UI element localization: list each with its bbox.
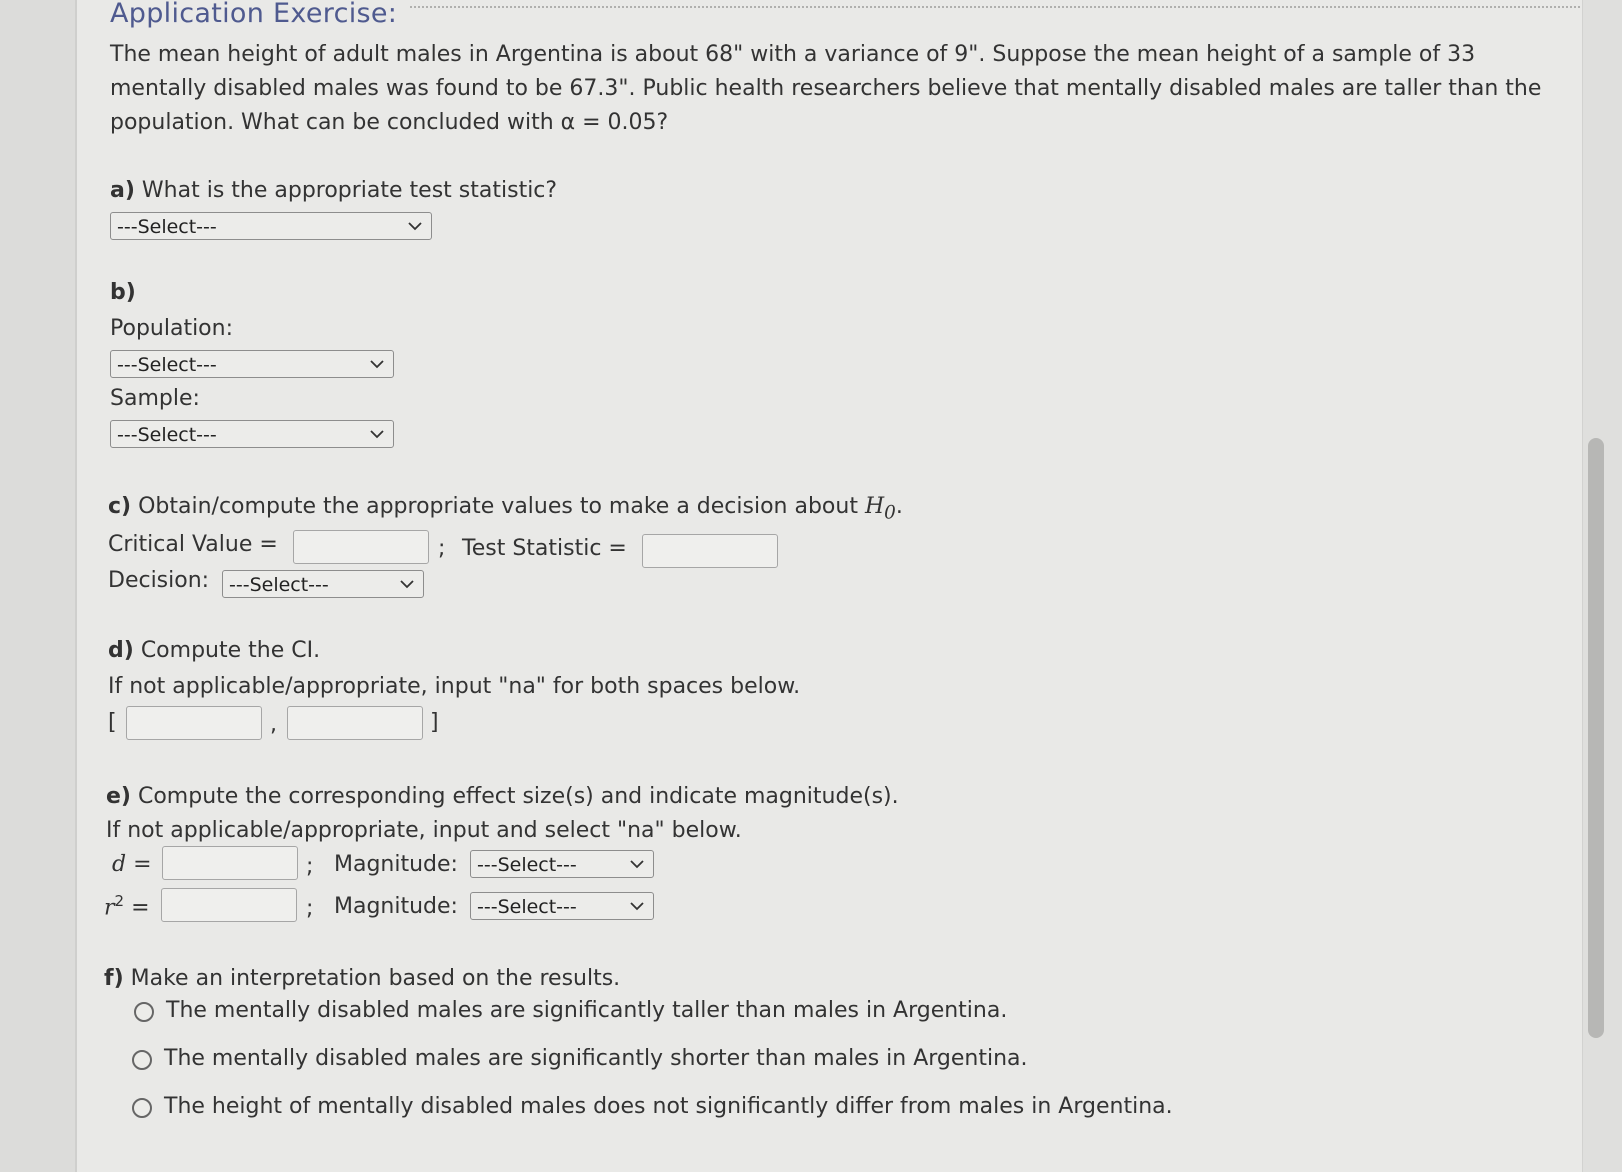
- interpretation-option-taller[interactable]: The mentally disabled males are significantly taller than males in Argentina.: [166, 998, 1008, 1023]
- d-magnitude-select-value: ---Select---: [477, 854, 577, 876]
- question-e-label: e): [106, 784, 131, 809]
- d-input[interactable]: [162, 846, 298, 880]
- ci-open-bracket: [: [108, 710, 117, 735]
- separator: ;: [438, 536, 446, 561]
- separator: ;: [306, 896, 314, 921]
- sample-select[interactable]: [110, 420, 394, 448]
- population-label: Population:: [110, 316, 233, 341]
- separator: ;: [306, 854, 314, 879]
- question-a: [110, 178, 557, 203]
- test-statistic-input[interactable]: [642, 534, 778, 568]
- test-statistic-label: Test Statistic =: [462, 536, 627, 561]
- r2-magnitude-label: Magnitude:: [334, 894, 458, 919]
- population-select[interactable]: [110, 350, 394, 378]
- question-d-label: d): [108, 638, 134, 663]
- question-c-label: c): [108, 494, 132, 519]
- ci-instruction: If not applicable/appropriate, input "na" for both spaces below.: [108, 674, 801, 699]
- question-a-label: a): [110, 178, 135, 203]
- sample-label: Sample:: [110, 386, 200, 411]
- decision-select[interactable]: [222, 570, 424, 598]
- question-c: c) Obtain/compute the appropriate values to make a decision about $H_0$.: [108, 494, 903, 524]
- question-d-text: Compute the CI.: [140, 638, 321, 663]
- ci-comma: ,: [270, 712, 277, 737]
- question-d: [108, 638, 320, 663]
- question-f-text: Make an interpretation based on the results.: [130, 966, 621, 991]
- d-label: d =: [112, 852, 152, 877]
- interpretation-option-shorter[interactable]: The mentally disabled males are significantly shorter than males in Argentina.: [164, 1046, 1028, 1071]
- left-gutter: [0, 0, 77, 1172]
- scrollbar-thumb[interactable]: [1588, 438, 1604, 1038]
- interpretation-radio-no-difference[interactable]: [132, 1098, 152, 1118]
- r2-label: $r^2$ =: [104, 892, 150, 921]
- critical-value-label: Critical Value =: [108, 532, 278, 557]
- sample-select-value: ---Select---: [117, 424, 217, 446]
- question-a-text: What is the appropriate test statistic?: [141, 178, 558, 203]
- question-e: [106, 784, 899, 809]
- interpretation-radio-shorter[interactable]: [132, 1050, 152, 1070]
- critical-value-input[interactable]: [293, 530, 429, 564]
- interpretation-radio-taller[interactable]: [134, 1002, 154, 1022]
- test-statistic-select-value: ---Select---: [117, 216, 217, 238]
- problem-statement: The mean height of adult males in Argentina is about 68" with a variance of 9". Suppose the mean height of a sample of 33 mentally disabled males was found to be 67.3". Public health researchers believe that mentally disabled males are taller than the population. What can be concluded with α = 0.05?: [110, 42, 1542, 135]
- header-divider: [410, 6, 1580, 8]
- decision-label: Decision:: [108, 568, 210, 593]
- ci-upper-input[interactable]: [287, 706, 423, 740]
- interpretation-option-no-difference[interactable]: The height of mentally disabled males does not significantly differ from males in Argentina.: [164, 1094, 1173, 1119]
- r2-magnitude-select-value: ---Select---: [477, 896, 577, 918]
- question-f: [104, 966, 620, 991]
- question-b: [110, 280, 136, 305]
- r2-input[interactable]: [161, 888, 297, 922]
- chevron-down-icon: [407, 218, 423, 234]
- d-magnitude-label: Magnitude:: [334, 852, 458, 877]
- question-e-text: Compute the corresponding effect size(s) and indicate magnitude(s).: [137, 784, 899, 809]
- test-statistic-select[interactable]: [110, 212, 432, 240]
- d-magnitude-select[interactable]: [470, 850, 654, 878]
- question-c-text: Obtain/compute the appropriate values to make a decision about: [138, 494, 858, 519]
- effect-size-instruction: If not applicable/appropriate, input and select "na" below.: [106, 818, 742, 843]
- question-b-label: b): [110, 280, 136, 305]
- decision-select-value: ---Select---: [229, 574, 329, 596]
- chevron-down-icon: [399, 576, 415, 592]
- chevron-down-icon: [629, 856, 645, 872]
- h0-symbol: $H_0$: [864, 494, 896, 524]
- chevron-down-icon: [629, 898, 645, 914]
- chevron-down-icon: [369, 426, 385, 442]
- population-select-value: ---Select---: [117, 354, 217, 376]
- ci-lower-input[interactable]: [126, 706, 262, 740]
- chevron-down-icon: [369, 356, 385, 372]
- r2-magnitude-select[interactable]: [470, 892, 654, 920]
- ci-close-bracket: ]: [430, 710, 439, 735]
- exercise-title: Application Exercise:: [110, 0, 398, 29]
- question-f-label: f): [104, 966, 124, 991]
